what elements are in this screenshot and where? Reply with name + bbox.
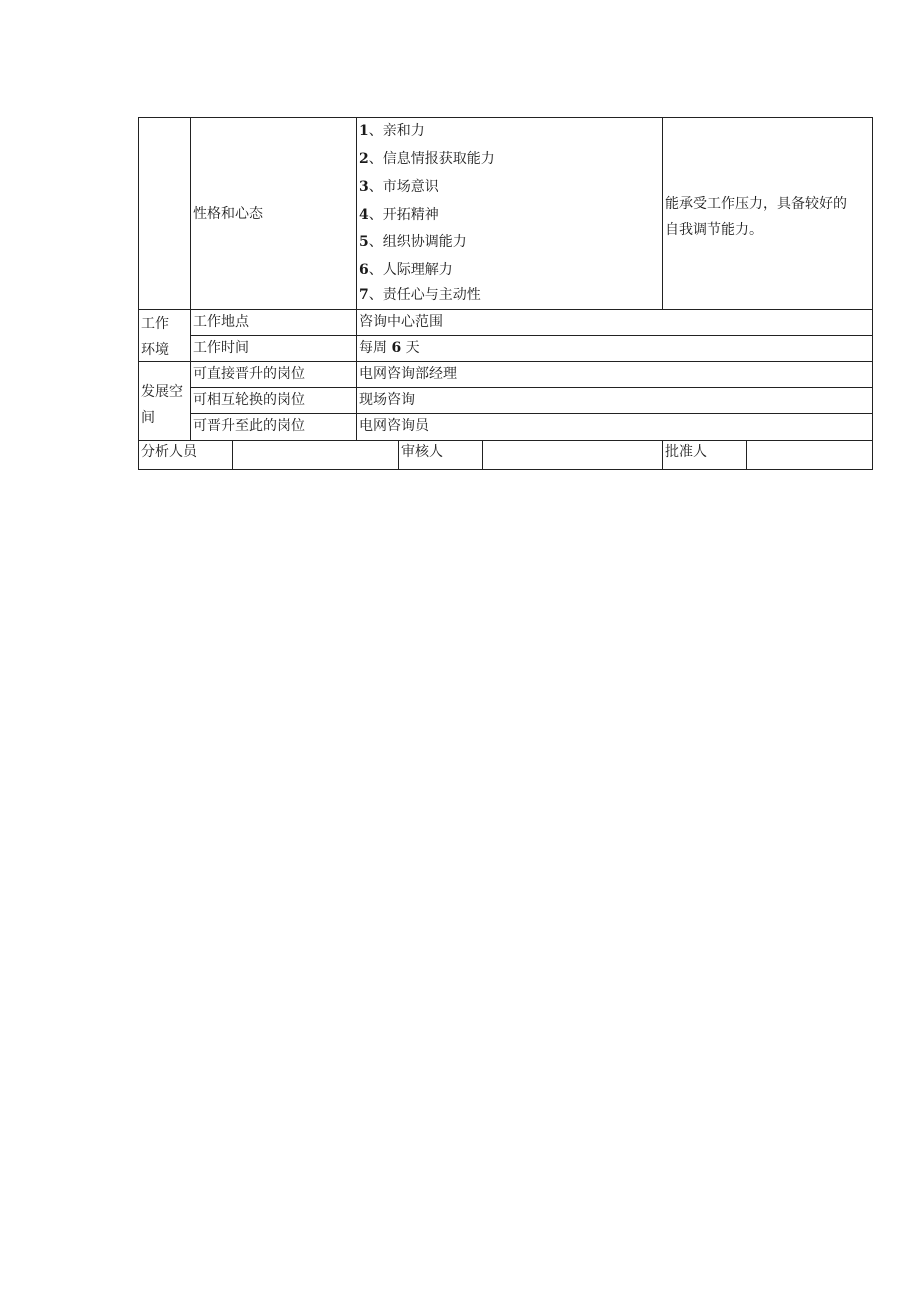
list-item: 1、亲和力	[359, 123, 425, 139]
analyst-field[interactable]	[232, 440, 399, 470]
development-label: 发展空 间	[138, 361, 191, 441]
analyst-label: 分析人员	[138, 440, 233, 470]
time-value: 每周 6 天	[356, 335, 873, 362]
development-row-label: 可直接晋升的岗位	[190, 361, 357, 388]
location-label: 工作地点	[190, 309, 357, 336]
reviewer-label: 审核人	[398, 440, 483, 470]
approver-field[interactable]	[746, 440, 873, 470]
reviewer-field[interactable]	[482, 440, 663, 470]
development-row-value: 电网咨询员	[356, 413, 873, 441]
personality-label	[190, 117, 357, 310]
personality-requirement-cell	[662, 117, 873, 310]
development-row-label: 可晋升至此的岗位	[190, 413, 357, 441]
requirement-text-line: 能承受工作压力，具备较好的	[665, 196, 847, 212]
development-row-value: 电网咨询部经理	[356, 361, 873, 388]
personality-items-cell	[356, 117, 663, 310]
list-item: 3、市场意识	[359, 179, 439, 195]
location-value: 咨询中心范围	[356, 309, 873, 336]
development-row-label: 可相互轮换的岗位	[190, 387, 357, 414]
list-item: 6、人际理解力	[359, 262, 453, 278]
list-item: 5、组织协调能力	[359, 234, 467, 250]
time-label: 工作时间	[190, 335, 357, 362]
environment-label: 工作 环境	[138, 309, 191, 362]
list-item: 2、信息情报获取能力	[359, 151, 495, 167]
approver-label: 批准人	[662, 440, 747, 470]
personality-label-text: 性格和心态	[193, 206, 263, 222]
list-item: 4、开拓精神	[359, 207, 439, 223]
development-row-value: 现场咨询	[356, 387, 873, 414]
personality-empty-cell	[138, 117, 191, 310]
requirement-text-line: 自我调节能力。	[665, 222, 763, 238]
list-item: 7、责任心与主动性	[359, 287, 481, 303]
